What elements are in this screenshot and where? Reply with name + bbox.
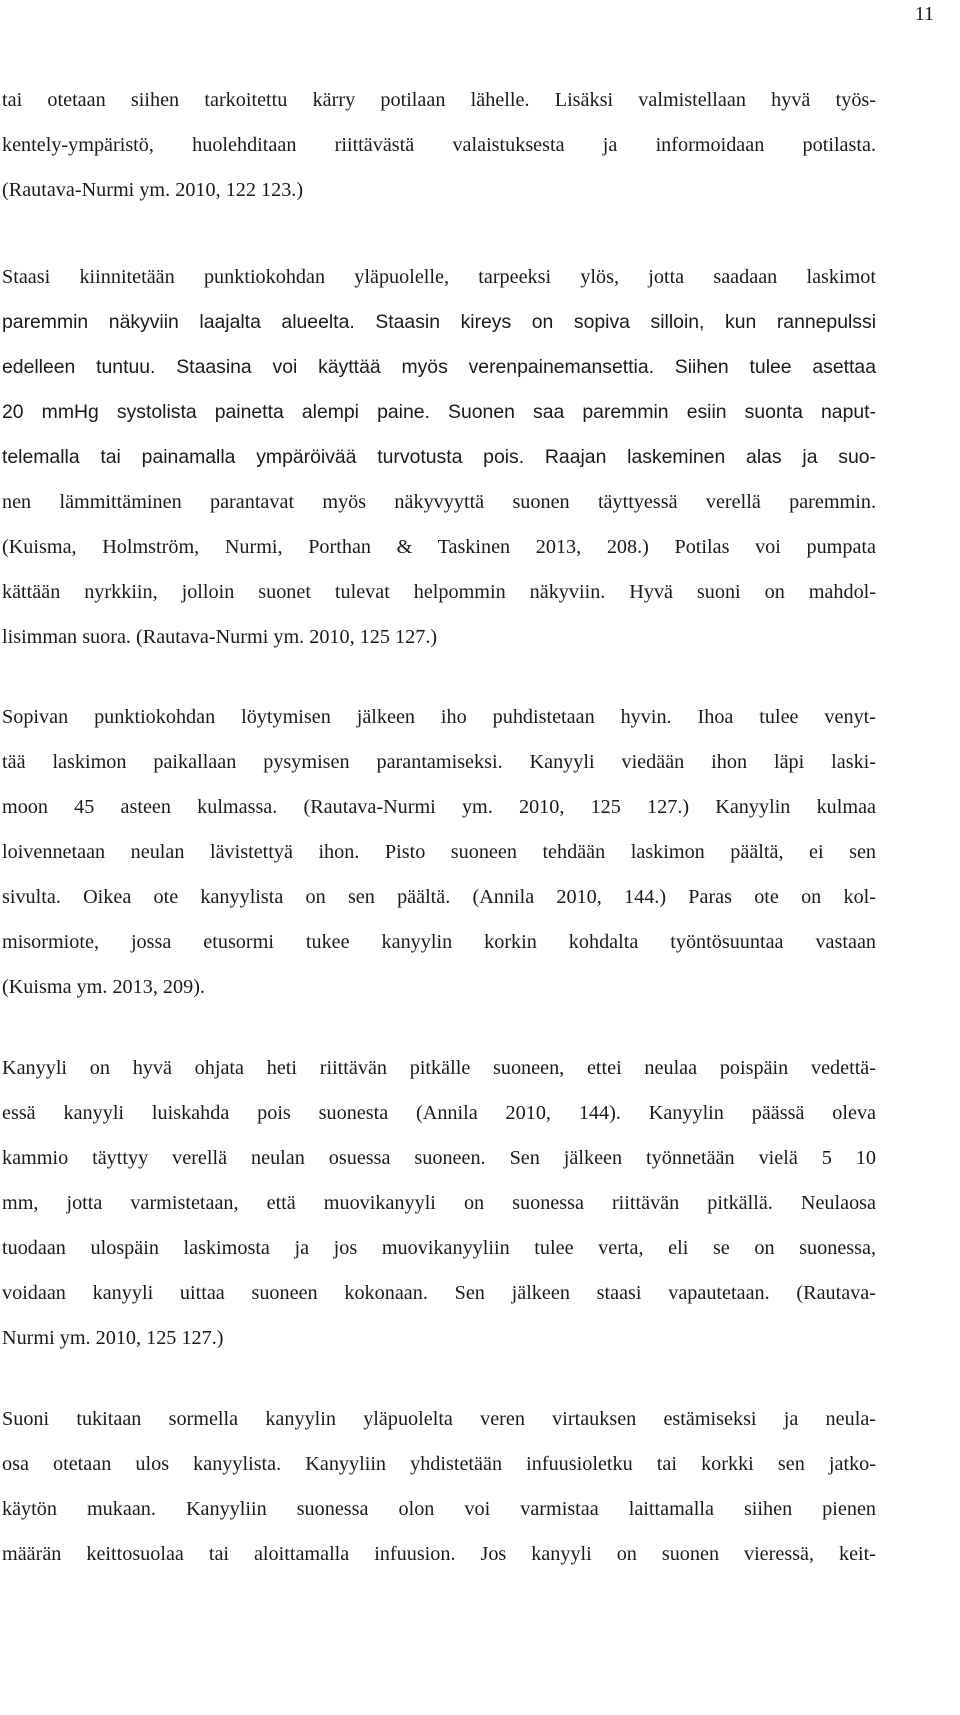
text-line: Nurmi ym. 2010, 125 127.) bbox=[2, 1327, 224, 1349]
text-line: Kanyyli on hyvä ohjata heti riittävän pitkälle suoneen, ettei neulaa poispäin vedettä- bbox=[2, 1057, 876, 1079]
page-number: 11 bbox=[914, 3, 934, 25]
text-line: nen lämmittäminen parantavat myös näkyvyyttä suonen täyttyessä verellä paremmin. bbox=[2, 491, 876, 513]
text-line: loivennetaan neulan lävistettyä ihon. Pisto suoneen tehdään laskimon päältä, ei sen bbox=[2, 841, 876, 863]
text-line: osa otetaan ulos kanyylista. Kanyyliin yhdistetään infuusioletku tai korkki sen jatko- bbox=[2, 1453, 876, 1475]
text-line: 20 mmHg systolista painetta alempi paine. Suonen saa paremmin esiin suonta naput- bbox=[2, 401, 876, 423]
text-line: kammio täyttyy verellä neulan osuessa suoneen. Sen jälkeen työnnetään vielä 5 10 bbox=[2, 1147, 876, 1169]
text-line: määrän keittosuolaa tai aloittamalla infuusion. Jos kanyyli on suonen vieressä, keit- bbox=[2, 1543, 876, 1565]
text-line: kättään nyrkkiin, jolloin suonet tulevat helpommin näkyviin. Hyvä suoni on mahdol- bbox=[2, 581, 876, 603]
text-line: tää laskimon paikallaan pysymisen parantamiseksi. Kanyyli viedään ihon läpi laski- bbox=[2, 751, 876, 773]
text-line: käytön mukaan. Kanyyliin suonessa olon voi varmistaa laittamalla siihen pienen bbox=[2, 1498, 876, 1520]
text-line: edelleen tuntuu. Staasina voi käyttää myös verenpainemansettia. Siihen tulee asettaa bbox=[2, 356, 876, 378]
text-line: kentely-ympäristö, huolehditaan riittävästä valaistuksesta ja informoidaan potilasta. bbox=[2, 134, 876, 156]
text-line: tuodaan ulospäin laskimosta ja jos muovikanyyliin tulee verta, eli se on suonessa, bbox=[2, 1237, 876, 1259]
text-line: misormiote, jossa etusormi tukee kanyylin korkin kohdalta työntösuuntaa vastaan bbox=[2, 931, 876, 953]
text-line: sivulta. Oikea ote kanyylista on sen päältä. (Annila 2010, 144.) Paras ote on kol- bbox=[2, 886, 876, 908]
text-line: mm, jotta varmistetaan, että muovikanyyli on suonessa riittävän pitkällä. Neulaosa bbox=[2, 1192, 876, 1214]
text-line: (Kuisma ym. 2013, 209). bbox=[2, 976, 205, 998]
text-line: Staasi kiinnitetään punktiokohdan yläpuolelle, tarpeeksi ylös, jotta saadaan laskimot bbox=[2, 266, 876, 288]
text-line: moon 45 asteen kulmassa. (Rautava-Nurmi ym. 2010, 125 127.) Kanyylin kulmaa bbox=[2, 796, 876, 818]
text-line: voidaan kanyyli uittaa suoneen kokonaan. Sen jälkeen staasi vapautetaan. (Rautava- bbox=[2, 1282, 876, 1304]
text-line: tai otetaan siihen tarkoitettu kärry potilaan lähelle. Lisäksi valmistellaan hyvä työs- bbox=[2, 89, 876, 111]
text-line: Suoni tukitaan sormella kanyylin yläpuolelta veren virtauksen estämiseksi ja neula- bbox=[2, 1408, 876, 1430]
text-line: telemalla tai painamalla ympäröivää turvotusta pois. Raajan laskeminen alas ja suo- bbox=[2, 446, 876, 468]
text-line: (Rautava-Nurmi ym. 2010, 122 123.) bbox=[2, 179, 304, 201]
text-line: (Kuisma, Holmström, Nurmi, Porthan & Taskinen 2013, 208.) Potilas voi pumpata bbox=[2, 536, 876, 558]
text-line: lisimman suora. (Rautava-Nurmi ym. 2010, 125 127.) bbox=[2, 626, 438, 648]
text-line: essä kanyyli luiskahda pois suonesta (Annila 2010, 144). Kanyylin päässä oleva bbox=[2, 1102, 876, 1124]
text-line: paremmin näkyviin laajalta alueelta. Staasin kireys on sopiva silloin, kun rannepulssi bbox=[2, 311, 876, 333]
text-line: Sopivan punktiokohdan löytymisen jälkeen iho puhdistetaan hyvin. Ihoa tulee venyt- bbox=[2, 706, 876, 728]
